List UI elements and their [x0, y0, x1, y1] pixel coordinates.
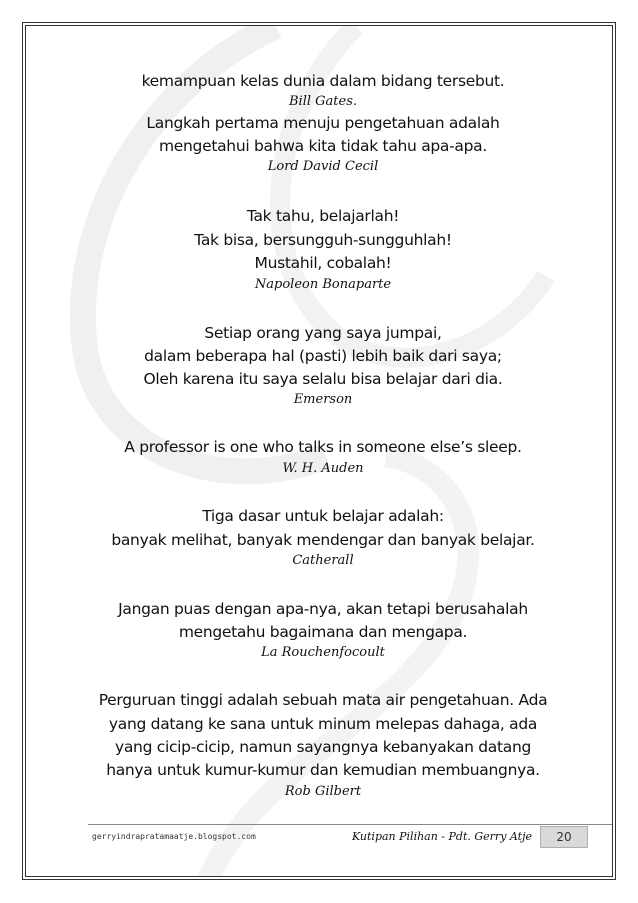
quote-author: Lord David Cecil: [267, 159, 379, 174]
quote-line: Tak bisa, bersungguh-sungguhlah!: [194, 231, 452, 249]
quote-line: hanya untuk kumur-kumur dan kemudian membuangnya.: [106, 761, 540, 779]
page-number: 20: [540, 826, 588, 848]
quote-line: yang datang ke sana untuk minum melepas dahaga, ada: [108, 715, 538, 733]
footer-divider: [88, 824, 616, 825]
quote-line: Langkah pertama menuju pengetahuan adalah: [146, 114, 500, 132]
quote-line: mengetahu bagaimana dan mengapa.: [178, 623, 468, 641]
quote-author: Rob Gilbert: [284, 784, 362, 799]
quote-author: W. H. Auden: [282, 461, 364, 476]
quote-line: Jangan puas dengan apa-nya, akan tetapi berusahalah: [118, 600, 528, 618]
quote-line: yang cicip-cicip, namun sayangnya kebanyakan datang: [114, 738, 532, 756]
quote-line: Tak tahu, belajarlah!: [246, 207, 400, 225]
footer-website: gerryindrapratamaatje.blogspot.com: [92, 832, 256, 841]
quote-line: kemampuan kelas dunia dalam bidang tersebut.: [141, 72, 505, 90]
quote-line: A professor is one who talks in someone else’s sleep.: [124, 438, 522, 456]
page-frame: [22, 22, 616, 880]
quote-line: banyak melihat, banyak mendengar dan banyak belajar.: [111, 531, 535, 549]
quote-line: Oleh karena itu saya selalu bisa belajar dari dia.: [143, 370, 503, 388]
quote-line: Perguruan tinggi adalah sebuah mata air pengetahuan. Ada: [98, 691, 548, 709]
quote-author: Catherall: [292, 553, 354, 568]
quote-author: La Rouchenfocoult: [261, 645, 385, 660]
footer-document-title: Kutipan Pilihan - Pdt. Gerry Atje: [351, 830, 532, 843]
quote-line: dalam beberapa hal (pasti) lebih baik dari saya;: [144, 347, 502, 365]
quote-author: Emerson: [293, 392, 353, 407]
quote-line: Mustahil, cobalah!: [254, 254, 392, 272]
quote-author: Bill Gates.: [288, 94, 357, 109]
quote-line: mengetahui bahwa kita tidak tahu apa-apa.: [158, 137, 487, 155]
quote-line: Tiga dasar untuk belajar adalah:: [202, 507, 444, 525]
quote-author: Napoleon Bonaparte: [254, 277, 392, 292]
quote-line: Setiap orang yang saya jumpai,: [204, 324, 442, 342]
